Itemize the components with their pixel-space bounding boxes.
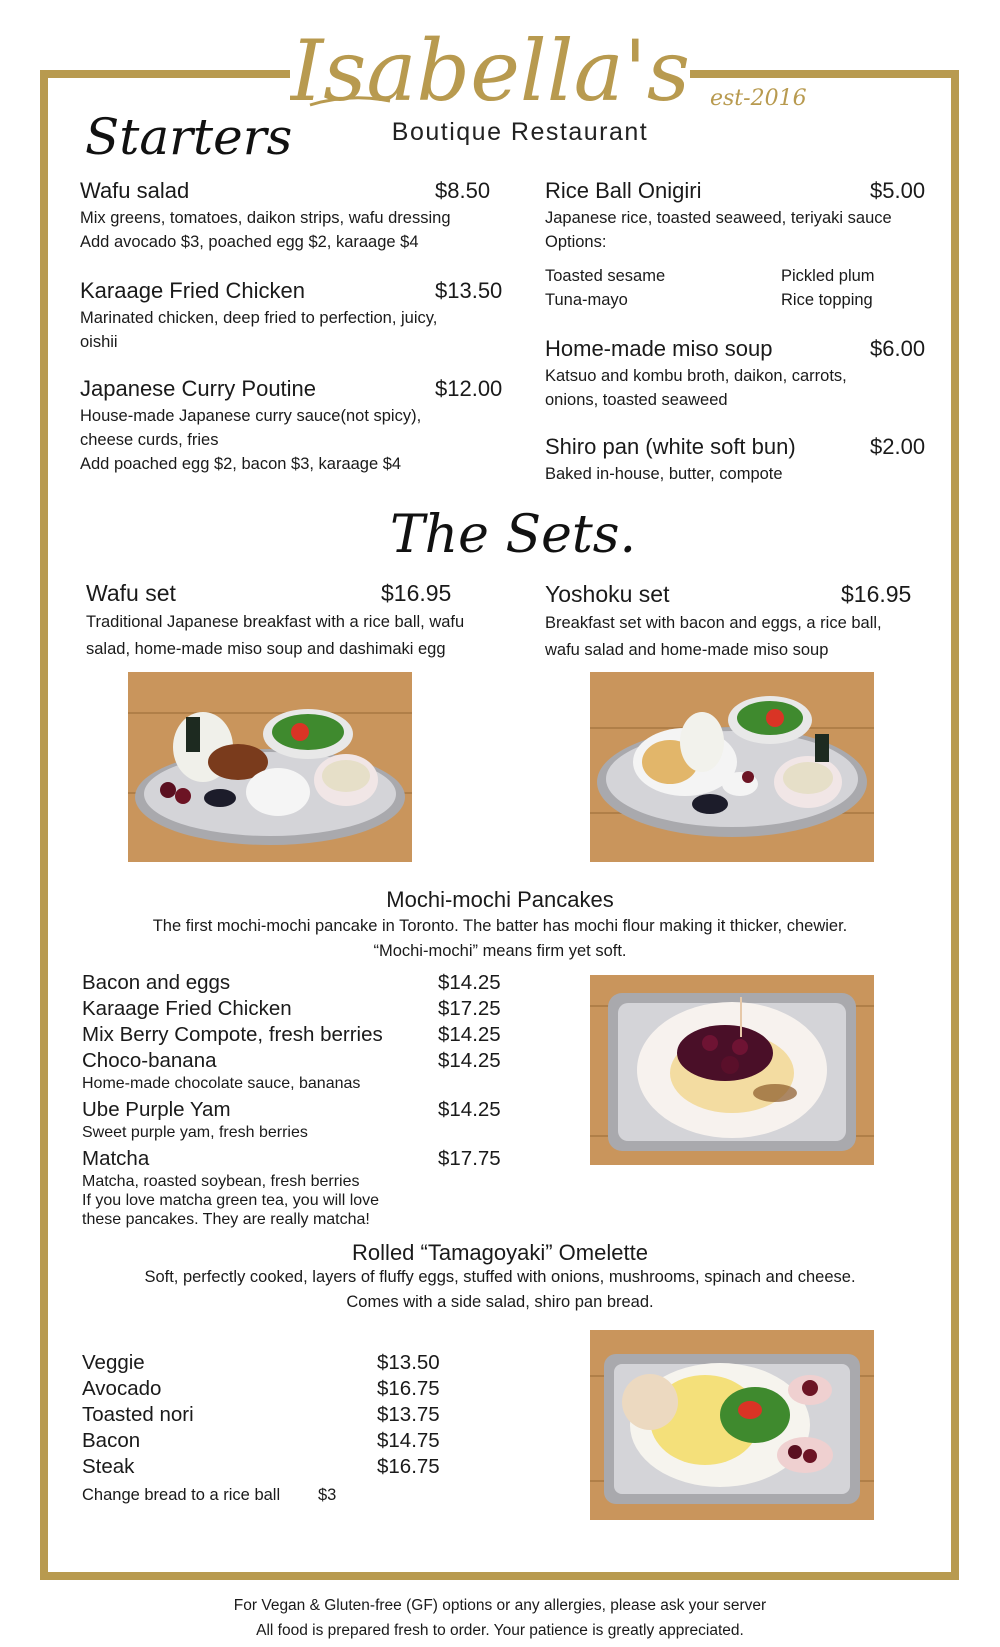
item-name: Mix Berry Compote, fresh berries bbox=[82, 1023, 383, 1046]
note-text: Change bread to a rice ball bbox=[82, 1486, 281, 1504]
omelette-item bbox=[82, 1376, 462, 1402]
item-name: Wafu salad bbox=[80, 178, 190, 203]
item-desc: onions, toasted seaweed bbox=[545, 391, 728, 409]
pancakes-title: Mochi-mochi Pancakes bbox=[386, 887, 614, 912]
item-name: Toasted nori bbox=[82, 1403, 194, 1426]
item-desc: If you love matcha green tea, you will love bbox=[82, 1192, 380, 1209]
item-desc: Home-made chocolate sauce, bananas bbox=[82, 1075, 361, 1092]
pancake-item bbox=[82, 1097, 512, 1123]
item-price: $14.25 bbox=[438, 1098, 501, 1121]
isabellas-logo bbox=[290, 5, 690, 135]
pancake-item bbox=[82, 970, 512, 996]
yoshoku-set-photo bbox=[590, 672, 874, 862]
wafu-set-photo bbox=[128, 672, 412, 862]
item-price: $5.00 bbox=[870, 178, 926, 203]
pancakes-description bbox=[0, 914, 1000, 964]
footer-allergy-note: For Vegan & Gluten-free (GF) options or any allergies, please ask your server bbox=[233, 1597, 767, 1614]
pancakes-desc-line: The first mochi-mochi pancake in Toronto. The batter has mochi flour making it thicker, chewier. bbox=[152, 917, 848, 935]
item-desc: salad, home-made miso soup and dashimaki egg bbox=[86, 640, 446, 658]
footer-fresh-note: All food is prepared fresh to order. Your patience is greatly appreciated. bbox=[256, 1622, 744, 1639]
item-desc: Add poached egg $2, bacon $3, karaage $4 bbox=[80, 455, 402, 473]
item-name: Matcha bbox=[82, 1147, 150, 1170]
pancake-item bbox=[82, 1022, 512, 1048]
item-desc: Sweet purple yam, fresh berries bbox=[82, 1124, 308, 1141]
item-name: Karaage Fried Chicken bbox=[80, 278, 306, 303]
item-price: $13.50 bbox=[377, 1351, 440, 1374]
omelette-note bbox=[82, 1482, 462, 1508]
omelette-description bbox=[0, 1265, 1000, 1315]
item-desc: Baked in-house, butter, compote bbox=[545, 465, 783, 483]
option: Toasted sesame bbox=[545, 267, 666, 285]
brand-name: Isabella's bbox=[290, 22, 690, 120]
item-desc: wafu salad and home-made miso soup bbox=[545, 641, 829, 659]
item-desc: Add avocado $3, poached egg $2, karaage $4 bbox=[80, 233, 419, 251]
sets-heading: The Sets. bbox=[390, 505, 636, 565]
item-name: Veggie bbox=[82, 1351, 145, 1374]
item-name: Ube Purple Yam bbox=[82, 1098, 231, 1121]
option: Pickled plum bbox=[781, 267, 875, 285]
pancake-item bbox=[82, 1048, 512, 1074]
item-price: $16.75 bbox=[377, 1377, 440, 1400]
item-price: $16.75 bbox=[377, 1455, 440, 1478]
starter-karaage bbox=[80, 278, 503, 354]
pancake-item bbox=[82, 1146, 512, 1172]
item-desc: oishii bbox=[80, 333, 118, 351]
item-desc: Katsuo and kombu broth, daikon, carrots, bbox=[545, 367, 847, 385]
item-desc: House-made Japanese curry sauce(not spicy), bbox=[80, 407, 422, 425]
item-price: $17.75 bbox=[438, 1147, 501, 1170]
item-desc: cheese curds, fries bbox=[80, 431, 219, 449]
starter-shiro-pan bbox=[545, 434, 935, 486]
item-price: $13.75 bbox=[377, 1403, 440, 1426]
item-price: $16.95 bbox=[841, 581, 912, 607]
item-name: Karaage Fried Chicken bbox=[82, 997, 292, 1020]
omelette-list bbox=[82, 1350, 462, 1508]
item-desc: Marinated chicken, deep fried to perfection, juicy, bbox=[80, 309, 438, 327]
option: Tuna-mayo bbox=[545, 291, 628, 309]
item-price: $2.00 bbox=[870, 434, 926, 459]
omelette-item bbox=[82, 1454, 462, 1480]
restaurant-subtitle: Boutique Restaurant bbox=[391, 118, 649, 146]
omelette-item bbox=[82, 1350, 462, 1376]
omelette-item bbox=[82, 1402, 462, 1428]
footer bbox=[0, 1593, 1000, 1643]
item-desc: Matcha, roasted soybean, fresh berries bbox=[82, 1173, 360, 1190]
item-desc: these pancakes. They are really matcha! bbox=[82, 1211, 370, 1228]
item-price: $12.00 bbox=[435, 376, 503, 401]
starter-onigiri bbox=[545, 178, 935, 254]
item-price: $14.75 bbox=[377, 1429, 440, 1452]
starter-miso-soup bbox=[545, 336, 935, 412]
omelette-photo bbox=[590, 1330, 874, 1520]
item-name: Rice Ball Onigiri bbox=[545, 178, 702, 203]
set-wafu bbox=[86, 580, 516, 663]
pancakes-desc-line: “Mochi-mochi” means firm yet soft. bbox=[373, 942, 627, 960]
item-price: $16.95 bbox=[381, 580, 452, 606]
note-price: $3 bbox=[318, 1486, 337, 1504]
omelette-desc-line: Comes with a side salad, shiro pan bread. bbox=[346, 1293, 654, 1311]
established-year: est-2016 bbox=[710, 86, 807, 111]
starter-curry-poutine bbox=[80, 376, 503, 476]
pancakes-list bbox=[82, 970, 512, 1229]
starter-wafu-salad bbox=[80, 178, 495, 254]
item-name: Shiro pan (white soft bun) bbox=[545, 434, 796, 459]
item-name: Wafu set bbox=[86, 580, 176, 606]
item-desc: Japanese rice, toasted seaweed, teriyaki sauce bbox=[545, 209, 892, 227]
item-price: $6.00 bbox=[870, 336, 926, 361]
item-name: Yoshoku set bbox=[545, 581, 670, 607]
omelette-desc-line: Soft, perfectly cooked, layers of fluffy eggs, stuffed with onions, mushrooms, spinach and cheese. bbox=[144, 1268, 856, 1286]
item-desc: Options: bbox=[545, 233, 607, 251]
option: Rice topping bbox=[781, 291, 873, 309]
item-desc: Breakfast set with bacon and eggs, a rice ball, bbox=[545, 614, 882, 632]
pancake-item bbox=[82, 996, 512, 1022]
item-price: $13.50 bbox=[435, 278, 503, 303]
omelette-item bbox=[82, 1428, 462, 1454]
item-name: Choco-banana bbox=[82, 1049, 217, 1072]
set-yoshoku bbox=[545, 581, 935, 664]
item-price: $17.25 bbox=[438, 997, 501, 1020]
item-name: Avocado bbox=[82, 1377, 162, 1400]
item-name: Japanese Curry Poutine bbox=[80, 376, 317, 401]
item-name: Bacon bbox=[82, 1429, 141, 1452]
pancakes-photo bbox=[590, 975, 874, 1165]
item-name: Home-made miso soup bbox=[545, 336, 773, 361]
item-price: $14.25 bbox=[438, 1049, 501, 1072]
item-price: $8.50 bbox=[435, 178, 491, 203]
starters-heading: Starters bbox=[85, 108, 293, 166]
item-price: $14.25 bbox=[438, 1023, 501, 1046]
item-name: Steak bbox=[82, 1455, 135, 1478]
onigiri-options bbox=[545, 264, 935, 314]
omelette-title: Rolled “Tamagoyaki” Omelette bbox=[352, 1240, 648, 1265]
item-desc: Mix greens, tomatoes, daikon strips, wafu dressing bbox=[80, 209, 451, 227]
item-desc: Traditional Japanese breakfast with a rice ball, wafu bbox=[86, 613, 465, 631]
item-price: $14.25 bbox=[438, 971, 501, 994]
item-name: Bacon and eggs bbox=[82, 971, 231, 994]
